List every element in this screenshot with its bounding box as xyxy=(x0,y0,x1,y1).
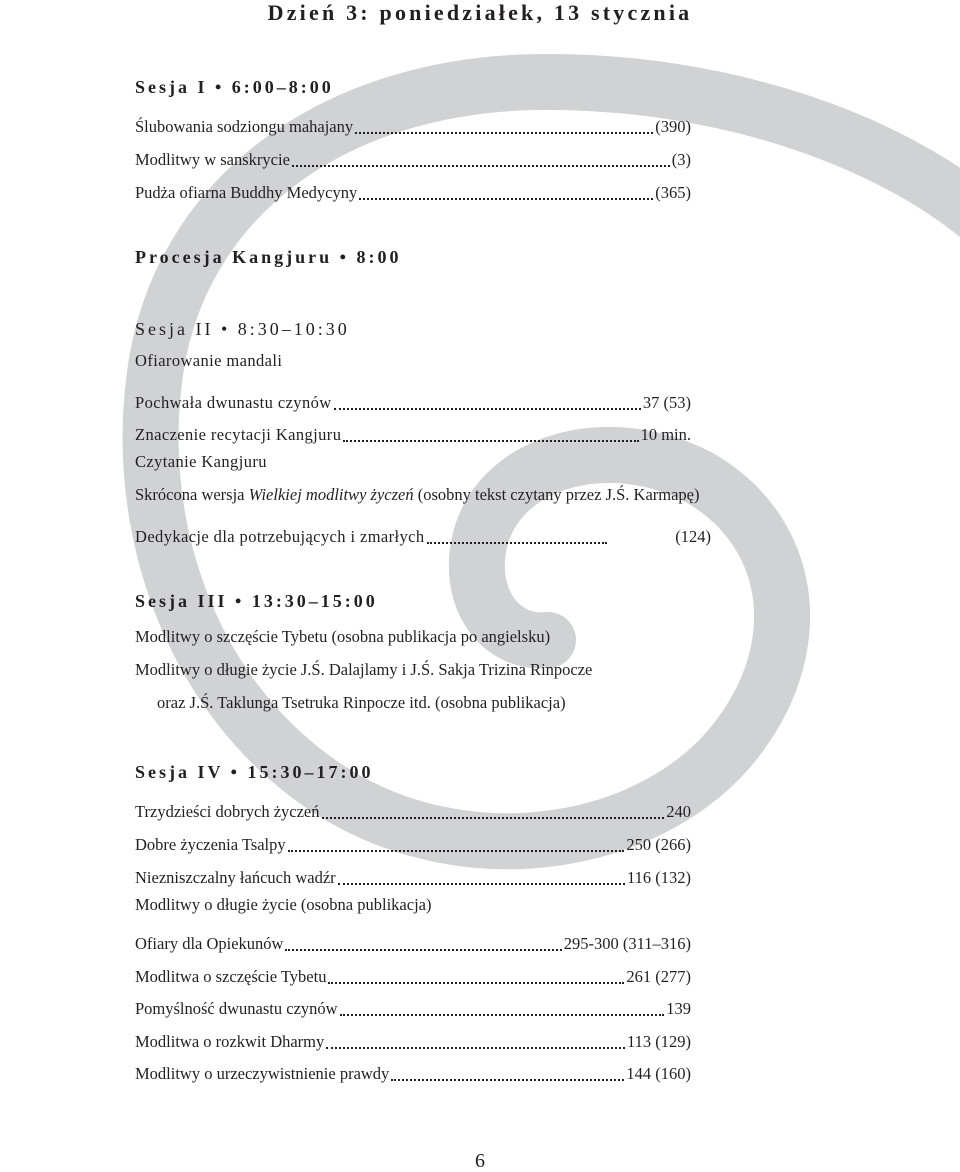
list-item xyxy=(157,692,566,714)
item-label: Modlitwy o długie życie J.Ś. Dalajlamy i J.Ś. Sakja Trizina Rinpocze xyxy=(135,660,593,679)
page-reference: 139 xyxy=(666,999,691,1018)
dot-leader xyxy=(391,1059,624,1081)
item-label: oraz J.Ś. Taklunga Tsetruka Rinpocze itd. (osobna publikacja) xyxy=(157,693,566,712)
session-2-heading: Sesja II • 8:30–10:30 xyxy=(135,319,350,339)
dot-leader xyxy=(292,145,670,167)
dot-leader xyxy=(326,1027,625,1049)
session-1-heading: Sesja I • 6:00–8:00 xyxy=(135,77,334,97)
list-item xyxy=(135,927,691,955)
item-label: Pochwała dwunastu czynów xyxy=(135,393,332,412)
dot-leader xyxy=(288,830,625,852)
page-reference: 116 (132) xyxy=(626,868,691,887)
item-label: Dedykacje dla potrzebujących i zmarłych xyxy=(135,527,425,546)
list-item xyxy=(135,484,700,506)
item-label: Pomyślność dwunastu czynów xyxy=(135,999,338,1018)
day-title: Dzień 3: poniedziałek, 13 stycznia xyxy=(267,0,693,25)
item-italic-title: Wielkiej modlitwy życzeń xyxy=(248,485,414,504)
dot-leader xyxy=(355,112,653,134)
page-reference: 250 (266) xyxy=(626,835,691,854)
list-item xyxy=(135,626,550,648)
page-reference: (3) xyxy=(671,150,691,169)
dot-leader xyxy=(328,962,624,984)
page-reference: 295-300 (311–316) xyxy=(563,934,691,953)
item-label: Modlitwy o szczęście Tybetu (osobna publikacja po angielsku) xyxy=(135,627,551,646)
list-item xyxy=(135,795,691,823)
page-reference: 10 min. xyxy=(640,425,691,444)
page-reference: 144 (160) xyxy=(626,1064,691,1083)
dot-leader xyxy=(285,929,561,951)
list-item xyxy=(135,176,691,204)
page-reference: 261 (277) xyxy=(626,967,691,986)
item-label: Czytanie Kangjuru xyxy=(135,452,267,471)
item-label: Znaczenie recytacji Kangjuru xyxy=(135,425,342,444)
dot-leader xyxy=(427,522,607,544)
list-item xyxy=(135,659,592,681)
list-item xyxy=(135,1025,691,1053)
item-label: Pudża ofiarna Buddhy Medycyny xyxy=(135,183,358,202)
item-label: Modlitwy o długie życie (osobna publikacja) xyxy=(135,895,432,914)
page-reference: 240 xyxy=(666,802,691,821)
item-label: Modlitwa o rozkwit Dharmy xyxy=(135,1032,325,1051)
list-item xyxy=(135,894,431,916)
dot-leader xyxy=(340,994,665,1016)
list-item xyxy=(135,110,691,138)
list-item xyxy=(135,143,691,171)
list-item xyxy=(135,418,691,446)
dot-leader xyxy=(343,420,638,442)
page-reference: (365) xyxy=(655,183,691,202)
page-reference: (390) xyxy=(655,117,691,136)
list-item xyxy=(135,828,691,856)
procession-heading: Procesja Kangjuru • 8:00 xyxy=(135,247,402,267)
item-label: Modlitwy w sanskrycie xyxy=(135,150,290,169)
list-item xyxy=(135,386,691,414)
dot-leader xyxy=(359,178,653,200)
page-reference: (124) xyxy=(675,527,711,546)
item-label: Dobre życzenia Tsalpy xyxy=(135,835,286,854)
item-label: Modlitwy o urzeczywistnienie prawdy xyxy=(135,1064,390,1083)
list-item xyxy=(135,960,691,988)
dot-leader xyxy=(322,797,665,819)
list-item xyxy=(135,520,711,548)
list-item xyxy=(135,1057,691,1085)
list-item xyxy=(135,861,691,889)
item-label: Ofiarowanie mandali xyxy=(135,351,283,370)
item-label: Modlitwa o szczęście Tybetu xyxy=(135,967,327,986)
session-4-heading: Sesja IV • 15:30–17:00 xyxy=(135,762,374,782)
session-3-heading: Sesja III • 13:30–15:00 xyxy=(135,591,378,611)
list-item xyxy=(135,992,691,1020)
dot-leader xyxy=(338,863,625,885)
item-label: Niezniszczalny łańcuch wadźr xyxy=(135,868,336,887)
item-label: Ślubowania sodziongu mahajany xyxy=(135,117,354,136)
item-label: Skrócona wersja Wielkiej modlitwy życzeń (osobny tekst czytany przez J.Ś. Karmapę) xyxy=(135,485,700,504)
list-item xyxy=(135,451,267,473)
page-reference: 37 (53) xyxy=(642,393,691,412)
item-label: Trzydzieści dobrych życzeń xyxy=(135,802,320,821)
page-number: 6 xyxy=(475,1150,485,1172)
item-label: Ofiary dla Opiekunów xyxy=(135,934,284,953)
list-item xyxy=(135,350,282,372)
page-reference: 113 (129) xyxy=(626,1032,691,1051)
dot-leader xyxy=(334,388,641,410)
